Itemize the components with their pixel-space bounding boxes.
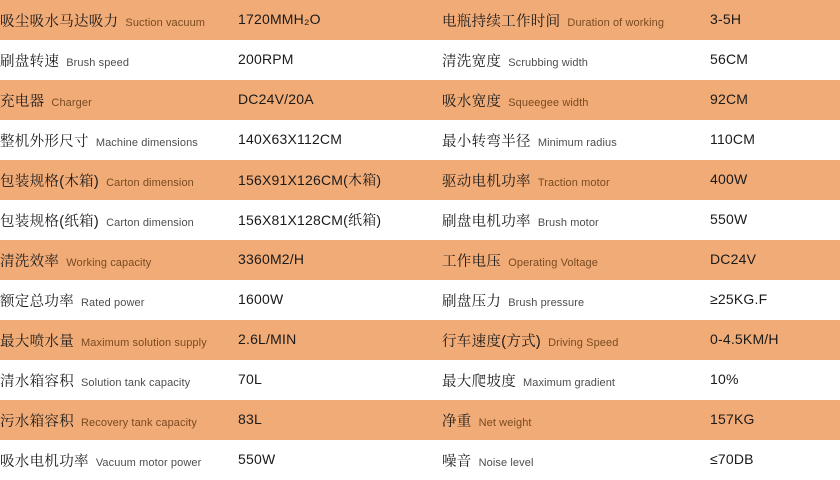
spec-label-cn: 充电器 — [0, 93, 45, 110]
cell-value-text: 157KG — [710, 411, 755, 427]
spec-label-en: Rated power — [81, 296, 145, 309]
spec-label-en: Carton dimension — [106, 176, 194, 189]
spec-label-cn: 最小转弯半径 — [442, 133, 531, 150]
spec-value-cell-left — [238, 160, 442, 200]
spec-label-cell-right — [442, 0, 710, 40]
cell-value-text: 92CM — [710, 91, 749, 107]
spec-label-cell-left — [0, 320, 238, 360]
spec-label-cn: 吸水宽度 — [442, 93, 502, 110]
spec-label-cell-right — [442, 240, 710, 280]
cell-value-text: 110CM — [710, 131, 756, 147]
spec-value-cell-left — [238, 400, 442, 440]
spec-label-en: Net weight — [478, 416, 532, 429]
spec-value-cell-right — [710, 0, 840, 40]
spec-label-cell-left — [0, 200, 238, 240]
spec-label-en: Working capacity — [66, 256, 152, 269]
spec-value-cell-left — [238, 360, 442, 400]
table-row — [0, 200, 840, 240]
spec-label-cell-left — [0, 280, 238, 320]
spec-label-cell-right — [442, 40, 710, 80]
table-row — [0, 80, 840, 120]
spec-label-cn: 吸水电机功率 — [0, 453, 89, 470]
spec-value-cell-left — [238, 240, 442, 280]
spec-label-en: Carton dimension — [106, 216, 194, 229]
table-row — [0, 320, 840, 360]
spec-label-en: Brush pressure — [508, 296, 585, 309]
spec-label-cn: 工作电压 — [442, 253, 502, 270]
spec-value-cell-right — [710, 160, 840, 200]
spec-label-cell-right — [442, 320, 710, 360]
cell-value-text: 70L — [238, 371, 262, 387]
spec-label-en: Recovery tank capacity — [81, 416, 197, 429]
cell-value-text: 550W — [238, 451, 276, 467]
spec-label-cell-left — [0, 160, 238, 200]
spec-label-cn: 吸尘吸水马达吸力 — [0, 13, 119, 30]
spec-value-cell-right — [710, 240, 840, 280]
spec-label-en: Solution tank capacity — [81, 376, 191, 389]
spec-label-cn: 包装规格(纸箱) — [0, 213, 100, 230]
spec-label-cell-right — [442, 160, 710, 200]
spec-label-en: Squeegee width — [508, 96, 589, 109]
spec-label-cn: 电瓶持续工作时间 — [442, 13, 561, 30]
table-row — [0, 280, 840, 320]
spec-label-en: Charger — [51, 96, 92, 109]
spec-value-cell-right — [710, 280, 840, 320]
cell-value-text: 0-4.5KM/H — [710, 331, 779, 347]
spec-label-en: Maximum gradient — [523, 376, 616, 389]
spec-label-cell-left — [0, 0, 238, 40]
table-row — [0, 440, 840, 480]
cell-value-text: 550W — [710, 211, 748, 227]
spec-label-cell-right — [442, 80, 710, 120]
spec-value-cell-right — [710, 200, 840, 240]
cell-value-text: DC24V — [710, 251, 757, 267]
spec-label-en: Maximum solution supply — [81, 336, 207, 349]
spec-value-cell-left — [238, 0, 442, 40]
spec-label-en: Brush motor — [537, 216, 599, 229]
spec-label-cell-left — [0, 360, 238, 400]
table-row — [0, 360, 840, 400]
cell-value-text: 3-5H — [710, 11, 742, 27]
spec-label-cell-right — [442, 120, 710, 160]
spec-value-cell-left — [238, 120, 442, 160]
table-row — [0, 0, 840, 40]
spec-value-cell-left — [238, 40, 442, 80]
spec-label-cell-right — [442, 400, 710, 440]
spec-label-cell-left — [0, 40, 238, 80]
cell-value-text: 56CM — [710, 51, 749, 67]
spec-value-cell-right — [710, 40, 840, 80]
spec-value-cell-right — [710, 80, 840, 120]
spec-label-cn: 包装规格(木箱) — [0, 173, 100, 190]
cell-value-text: 83L — [238, 411, 262, 427]
spec-label-cn: 噪音 — [442, 453, 472, 470]
spec-label-cn: 清水箱容积 — [0, 373, 74, 390]
spec-label-cn: 驱动电机功率 — [442, 173, 531, 190]
cell-value-text: ≥25KG.F — [710, 291, 768, 307]
spec-value-cell-right — [710, 360, 840, 400]
spec-label-en: Minimum radius — [537, 136, 617, 149]
spec-label-en: Operating Voltage — [508, 256, 598, 269]
spec-label-en: Vacuum motor power — [95, 456, 202, 469]
spec-value-cell-left — [238, 280, 442, 320]
cell-value-text: 1600W — [238, 291, 284, 307]
cell-value-text: ≤70DB — [710, 451, 754, 467]
spec-label-cn: 刷盘电机功率 — [442, 213, 531, 230]
spec-label-en: Machine dimensions — [95, 136, 198, 149]
spec-value-cell-left — [238, 200, 442, 240]
spec-label-cn: 行车速度(方式) — [442, 333, 542, 350]
spec-value-cell-left — [238, 80, 442, 120]
cell-value-text: 156X91X126CM(木箱) — [238, 172, 382, 188]
spec-label-cn: 清洗效率 — [0, 253, 60, 270]
spec-label-cell-left — [0, 400, 238, 440]
table-row — [0, 160, 840, 200]
spec-value-cell-left — [238, 320, 442, 360]
table-row — [0, 240, 840, 280]
spec-label-cell-left — [0, 240, 238, 280]
spec-label-en: Driving Speed — [548, 336, 619, 349]
spec-value-cell-right — [710, 440, 840, 480]
table-row — [0, 400, 840, 440]
spec-label-cn: 整机外形尺寸 — [0, 133, 89, 150]
cell-value-text: 2.6L/MIN — [238, 331, 297, 347]
cell-value-text: 156X81X128CM(纸箱) — [238, 212, 382, 228]
spec-label-en: Scrubbing width — [508, 56, 588, 69]
spec-label-cell-right — [442, 200, 710, 240]
spec-label-cn: 净重 — [442, 413, 472, 430]
spec-label-cell-left — [0, 80, 238, 120]
spec-label-cell-right — [442, 440, 710, 480]
spec-label-en: Duration of working — [567, 16, 665, 29]
spec-label-en: Traction motor — [537, 176, 610, 189]
spec-label-cn: 最大喷水量 — [0, 333, 74, 350]
cell-value-text: 3360M2/H — [238, 251, 305, 267]
spec-label-cell-right — [442, 360, 710, 400]
cell-value-text: 1720MMH₂O — [238, 11, 321, 27]
spec-label-en: Noise level — [478, 456, 534, 469]
table-row — [0, 120, 840, 160]
spec-value-cell-right — [710, 120, 840, 160]
cell-value-text: 400W — [710, 171, 748, 187]
table-row — [0, 40, 840, 80]
spec-value-cell-left — [238, 440, 442, 480]
spec-value-cell-right — [710, 320, 840, 360]
cell-value-text: 140X63X112CM — [238, 131, 343, 147]
spec-label-cn: 最大爬坡度 — [442, 373, 516, 390]
spec-label-cell-left — [0, 120, 238, 160]
cell-value-text: 10% — [710, 371, 739, 387]
spec-label-en: Brush speed — [66, 56, 130, 69]
spec-label-cn: 清洗宽度 — [442, 53, 502, 70]
cell-value-text: DC24V/20A — [238, 91, 314, 107]
spec-label-cn: 刷盘转速 — [0, 53, 60, 70]
spec-label-cn: 污水箱容积 — [0, 413, 74, 430]
spec-label-cn: 额定总功率 — [0, 293, 74, 310]
cell-value-text: 200RPM — [238, 51, 294, 67]
spec-label-cell-right — [442, 280, 710, 320]
spec-value-cell-right — [710, 400, 840, 440]
spec-label-en: Suction vacuum — [125, 16, 206, 29]
spec-label-cell-left — [0, 440, 238, 480]
spec-label-cn: 刷盘压力 — [442, 293, 502, 310]
